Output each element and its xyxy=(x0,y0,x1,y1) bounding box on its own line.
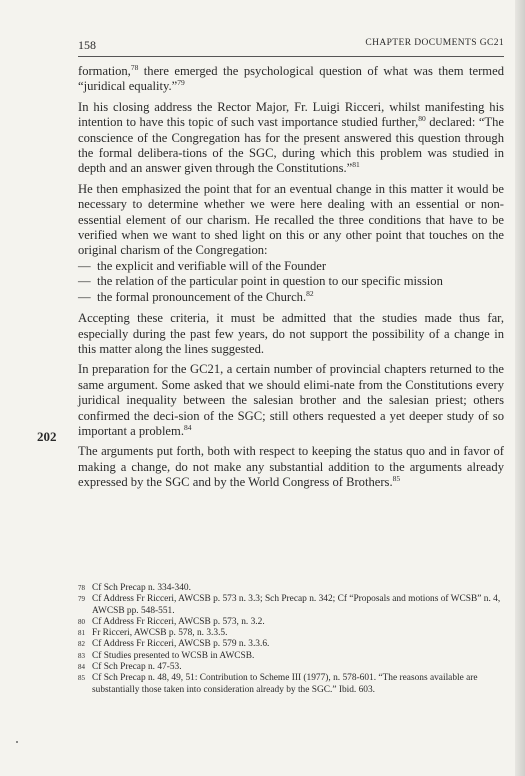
footnote: 83 Cf Studies presented to WCSB in AWCSB. xyxy=(78,650,255,661)
paragraph: The arguments put forth, both with respect to keeping the status quo and in favor of making a change, do not make any substantial addition to the arguments already expressed by the SGC and by the World Congress of Brothers.$^{85}$ xyxy=(78,444,504,490)
paragraph: He then emphasized the point that for an eventual change in this matter it would be necessary to determine whether we were here dealing with an essential or non-essential element of our charism. He recalled the three conditions that have to be verified when we want to shed light on this or any other point that touches on the original charism of the Congregation: xyxy=(78,181,504,258)
page-edge-shadow xyxy=(515,0,525,776)
conditions-list xyxy=(78,259,504,305)
footnote: 82 Cf Address Fr Ricceri, AWCSB p. 579 n. 3.3.6. xyxy=(78,639,270,650)
footnote-ref: 81 xyxy=(352,160,360,170)
footnote-ref: 85 xyxy=(392,473,401,483)
paragraph: Accepting these criteria, it must be admitted that the studies made thus far, especially during the past few years, do not support the possibility of a change in this matter along the lines suggested. xyxy=(78,311,504,356)
page-number: 158 xyxy=(78,38,96,52)
list-item: — the relation of the particular point in question to our specific mission xyxy=(78,274,443,289)
footnote-ref: 80 xyxy=(418,114,426,124)
header-rule xyxy=(78,56,504,57)
paragraph: In preparation for the GC21, a certain number of provincial chapters returned to the same argument. Some asked that we should elimi-nate from the Constitutions every juridical inequality between the salesian brother and the salesian priest; others confirmed the deci-sion of the SGC; still others requested a yet deeper study of so important a problem.$^{84}$ xyxy=(78,362,504,438)
footnote: 78 Cf Sch Precap n. 334-340. xyxy=(78,583,191,593)
footnotes xyxy=(78,583,504,696)
scan-speck xyxy=(16,741,18,743)
footnote: 80 Cf Address Fr Ricceri, AWCSB p. 573, n. 3.2. xyxy=(78,616,265,627)
running-head: CHAPTER DOCUMENTS GC21 xyxy=(365,38,504,48)
page-header xyxy=(78,38,504,54)
paragraph: In his closing address the Rector Major, Fr. Luigi Ricceri, whilst manifesting his intention to have this topic of such vast importance studied further,$^{80}$ declared: “The conscience of the Congregation has for the present answered this question through the formal delibera-tions of the SGC, during which this problem was studied in depth and an answer given through the Constitutions.”$^{81}$ xyxy=(78,99,504,176)
footnote-ref: 79 xyxy=(177,78,185,88)
footnote: 81 Fr Ricceri, AWCSB p. 578, n. 3.3.5. xyxy=(78,628,228,639)
footnote-ref: 84 xyxy=(183,422,192,432)
list-item: — the formal pronouncement of the Church.$^{82}$ xyxy=(78,288,314,304)
list-item: — the explicit and verifiable will of the Founder xyxy=(78,258,327,273)
footnote: 85 Cf Sch Precap n. 48, 49, 51: Contribution to Scheme III (1977), n. 578-601. “The reasons available are substantially those taken into consideration already by the SGC.” Ibid. 603. xyxy=(78,673,478,695)
footnote: 79 Cf Address Fr Ricceri, AWCSB p. 573 n. 3.3; Sch Precap n. 342; Cf “Proposals and motions of WCSB” n. 4, AWCSB pp. 548-551. xyxy=(78,594,501,616)
footnote-ref: 82 xyxy=(306,288,314,298)
footnote-ref: 78 xyxy=(130,62,139,72)
body-text xyxy=(78,64,504,496)
footnote: 84 Cf Sch Precap n. 47-53. xyxy=(78,662,182,673)
paragraph: formation,$^{78}$ there emerged the psychological question of what was them termed “juridical equality.”$^{79}$ xyxy=(78,62,504,94)
margin-paragraph-number: 202 xyxy=(37,429,57,444)
